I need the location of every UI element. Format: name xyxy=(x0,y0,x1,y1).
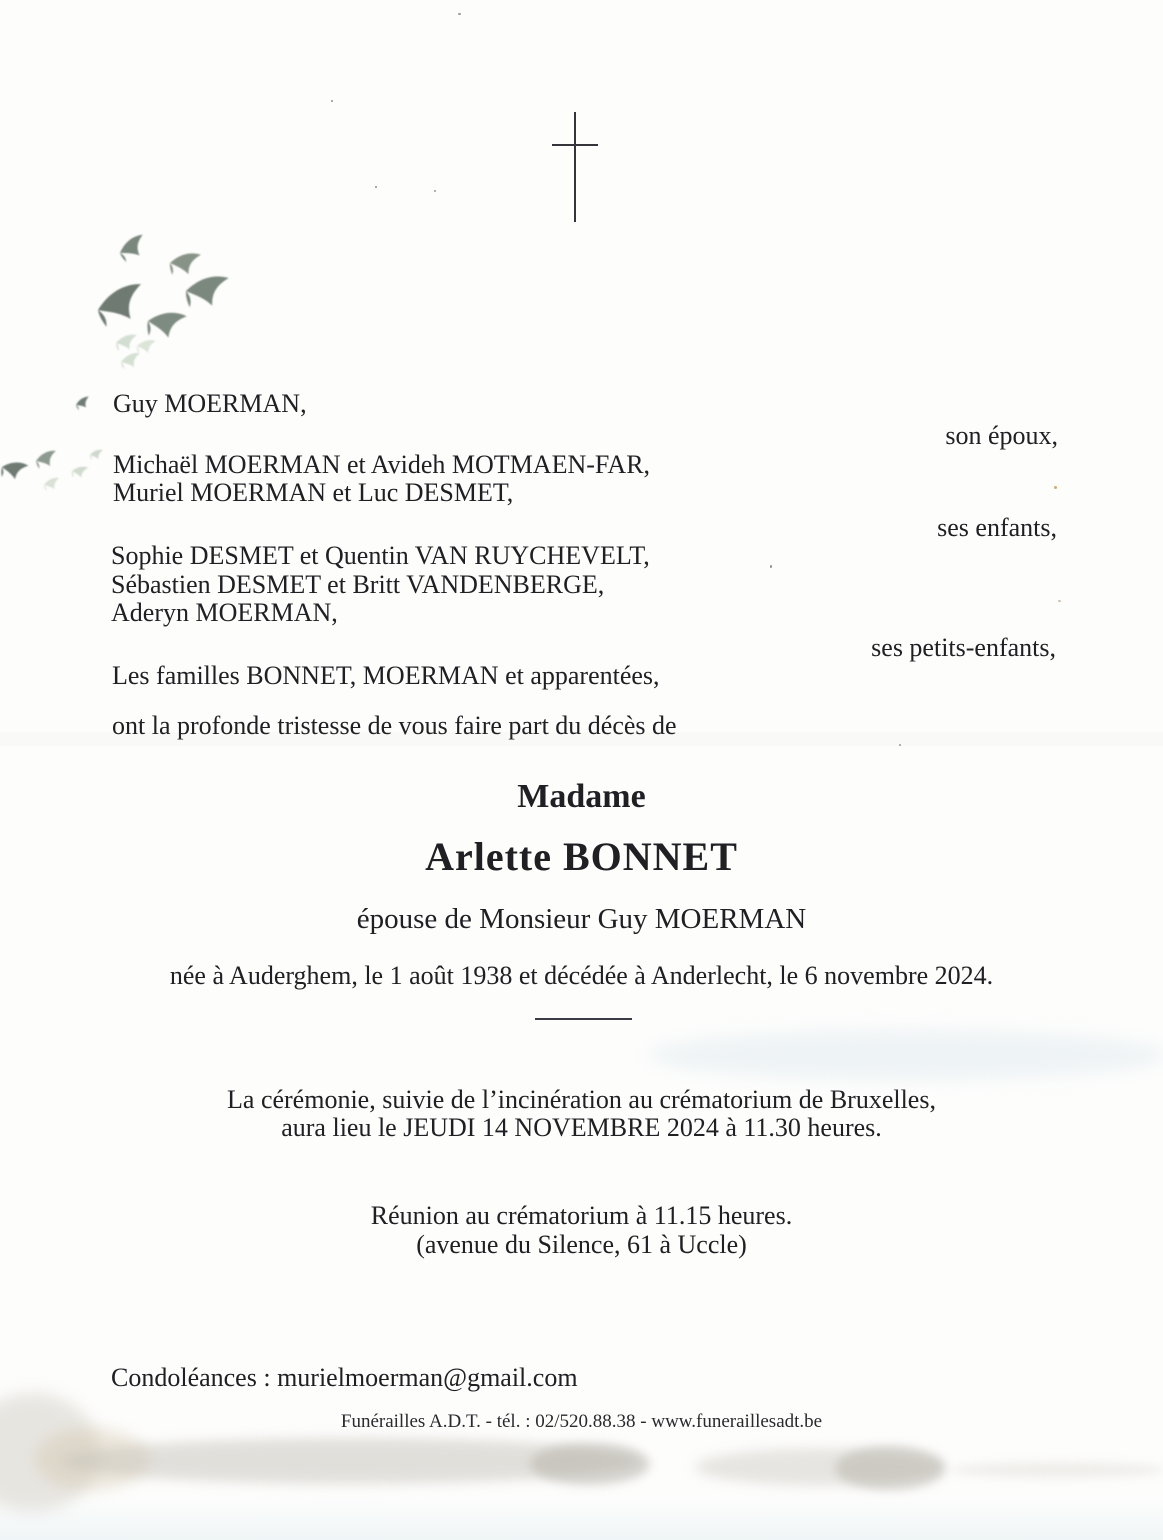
scan-speck xyxy=(770,565,772,568)
mourner-grandchild-2: Sébastien DESMET et Britt VANDENBERGE, xyxy=(111,570,605,599)
scan-speck xyxy=(375,186,377,188)
bottom-tint xyxy=(0,1496,1163,1540)
scan-speck xyxy=(899,744,901,746)
mourner-grandchild-1: Sophie DESMET et Quentin VAN RUYCHEVELT, xyxy=(111,541,650,570)
mourner-child-2: Muriel MOERMAN et Luc DESMET, xyxy=(113,478,514,507)
scan-speck xyxy=(1054,486,1057,489)
cross-vertical-bar xyxy=(574,112,576,222)
families-line: Les familles BONNET, MOERMAN et apparentées, xyxy=(112,661,660,690)
pale-bird-icon xyxy=(116,335,137,351)
meeting-line-2: (avenue du Silence, 61 à Uccle) xyxy=(416,1230,747,1259)
watercolor-wash xyxy=(950,1462,1163,1478)
meeting-line-1: Réunion au crématorium à 11.15 heures. xyxy=(370,1201,793,1230)
scan-band xyxy=(0,732,1163,746)
deceased-birth-death-line: née à Auderghem, le 1 août 1938 et décédée à Anderlecht, le 6 novembre 2024. xyxy=(169,961,994,990)
bird-icon xyxy=(95,283,147,327)
announcement-line: ont la profonde tristesse de vous faire part du décès de xyxy=(112,711,677,740)
section-divider xyxy=(535,1018,632,1020)
bird-icon xyxy=(35,450,57,468)
mourner-grandchild-3: Aderyn MOERMAN, xyxy=(111,598,338,627)
bird-icon xyxy=(145,307,187,344)
pale-bird-icon xyxy=(136,339,156,355)
relation-husband: son époux, xyxy=(945,421,1058,450)
relation-grandchildren: ses petits-enfants, xyxy=(871,633,1056,662)
scan-speck xyxy=(458,13,461,15)
deceased-spouse-line: épouse de Monsieur Guy MOERMAN xyxy=(356,903,807,935)
pale-bird-icon xyxy=(120,353,141,370)
relation-children: ses enfants, xyxy=(937,513,1057,542)
watercolor-wash xyxy=(530,1443,650,1485)
ceremony-line-1: La cérémonie, suivie de l’incinération au crématorium de Bruxelles, xyxy=(227,1085,936,1114)
funeral-home-line: Funérailles A.D.T. - tél. : 02/520.88.38 - www.funeraillesadt.be xyxy=(340,1411,823,1432)
bird-icon xyxy=(117,234,150,263)
mourner-child-1: Michaël MOERMAN et Avideh MOTMAEN-FAR, xyxy=(113,450,651,479)
bird-icon xyxy=(75,396,91,410)
pale-bird-icon xyxy=(44,478,60,491)
scan-speck xyxy=(331,100,333,102)
bird-icon xyxy=(0,458,29,484)
bird-icon xyxy=(185,274,229,310)
deceased-name: Arlette BONNET xyxy=(425,834,738,879)
cross-horizontal-bar xyxy=(552,144,598,146)
deceased-title: Madame xyxy=(517,778,646,815)
mourner-husband-name: Guy MOERMAN, xyxy=(113,389,307,418)
bird-icon xyxy=(169,251,201,278)
pale-bird-icon xyxy=(71,465,88,480)
watercolor-wash xyxy=(835,1446,945,1490)
condolences-line: Condoléances : murielmoerman@gmail.com xyxy=(111,1363,578,1392)
pale-bird-icon xyxy=(90,450,103,460)
ceremony-line-2: aura lieu le JEUDI 14 NOVEMBRE 2024 à 11.30 heures. xyxy=(281,1113,882,1142)
watercolor-wash xyxy=(648,1030,1163,1080)
scan-speck xyxy=(1058,600,1061,602)
scan-speck xyxy=(434,190,436,192)
